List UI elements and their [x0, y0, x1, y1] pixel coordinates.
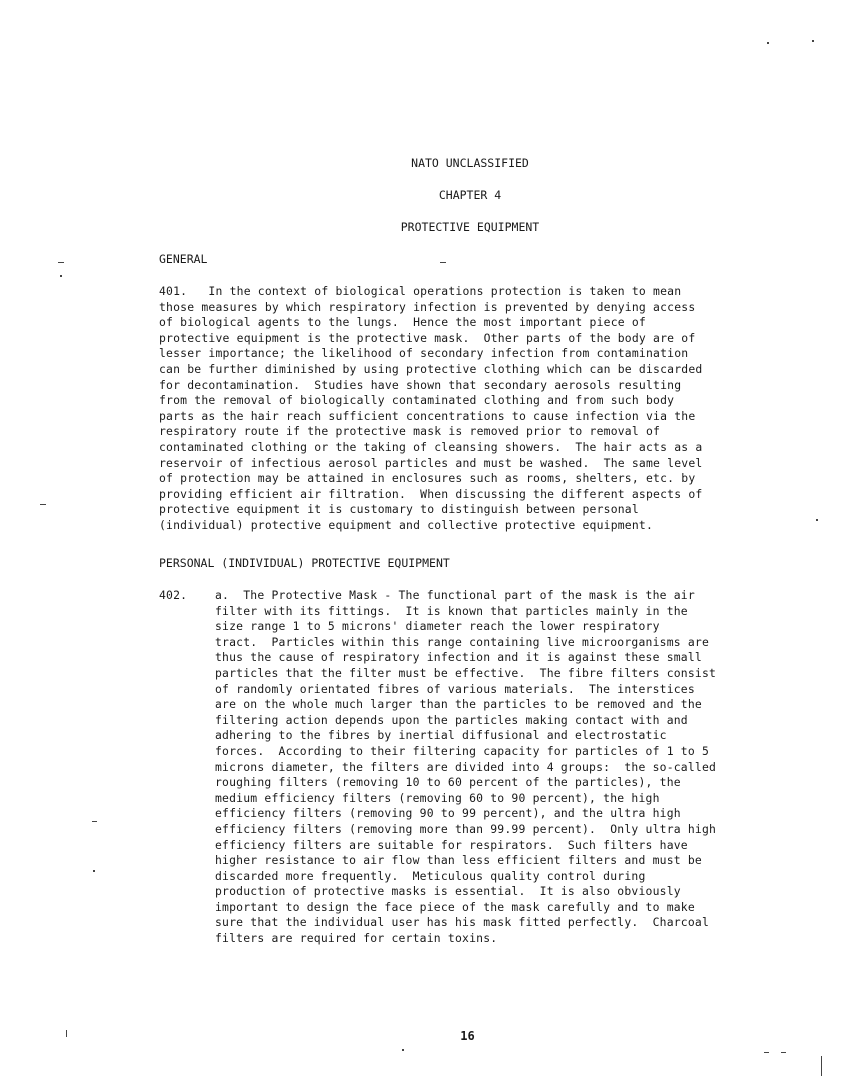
text-line: can be further diminished by using protective clothing which can be discarded: [159, 361, 703, 376]
scan-dash: [58, 262, 64, 263]
scan-edge-line: [821, 1056, 822, 1076]
text-line: protective equipment is the protective mask. Other parts of the body are of: [159, 330, 696, 345]
text-line: of biological agents to the lungs. Hence the most important piece of: [159, 315, 646, 330]
chapter-title: PROTECTIVE EQUIPMENT: [400, 220, 540, 234]
scan-dash: [764, 1052, 769, 1053]
text-line: sure that the individual user has his mask fitted perfectly. Charcoal: [215, 915, 710, 930]
text-line: particles that the filter must be effective. The fibre filters consist: [215, 665, 717, 680]
scan-dash: [40, 504, 46, 505]
text-line: efficiency filters (removing 90 to 99 percent), and the ultra high: [215, 806, 681, 821]
text-line: important to design the face piece of the mask carefully and to make: [215, 899, 695, 914]
text-line: contaminated clothing or the taking of cleansing showers. The hair acts as a: [159, 439, 703, 454]
scan-speck: [60, 275, 62, 277]
text-line: protective equipment it is customary to distinguish between personal: [159, 502, 639, 517]
text-line: medium efficiency filters (removing 60 to 90 percent), the high: [215, 790, 660, 805]
scan-speck: [767, 42, 769, 44]
text-line: adhering to the fibres by inertial diffusional and electrostatic: [215, 728, 667, 743]
text-line: thus the cause of respiratory infection and it is against these small: [215, 650, 702, 665]
paragraph-402: [215, 588, 795, 947]
scan-speck: [402, 1049, 404, 1051]
section-heading-general: GENERAL: [159, 252, 208, 266]
text-line: microns diameter, the filters are divided into 4 groups: the so-called: [215, 759, 717, 774]
text-line: filter with its fittings. It is known that particles mainly in the: [215, 603, 688, 618]
scan-speck: [812, 40, 814, 42]
text-line: of randomly orientated fibres of various materials. The interstices: [215, 681, 695, 696]
chapter-number: CHAPTER 4: [438, 188, 502, 202]
text-line: are on the whole much larger than the particles to be removed and the: [215, 697, 702, 712]
scan-tick: [66, 1030, 67, 1037]
text-line: reservoir of infectious aerosol particles and must be washed. The same level: [159, 455, 703, 470]
page-number: 16: [460, 1029, 475, 1043]
paragraph-number-402: 402.: [159, 588, 188, 602]
text-line: production of protective masks is essential. It is also obviously: [215, 884, 681, 899]
text-line: forces. According to their filtering capacity for particles of 1 to 5: [215, 743, 710, 758]
text-line: from the removal of biologically contaminated clothing and from such body: [159, 393, 675, 408]
paragraph-401: [159, 284, 799, 534]
text-line: a. The Protective Mask - The functional part of the mask is the air: [215, 588, 695, 602]
text-line: efficiency filters are suitable for respirators. Such filters have: [215, 837, 688, 852]
scan-speck: [93, 870, 95, 872]
text-line: providing efficient air filtration. When discussing the different aspects of: [159, 486, 703, 501]
text-line: of protection may be attained in enclosures such as rooms, shelters, etc. by: [159, 471, 696, 486]
text-line: (individual) protective equipment and collective protective equipment.: [159, 517, 654, 532]
text-line: higher resistance to air flow than less efficient filters and must be: [215, 853, 702, 868]
text-line: 401. In the context of biological operations protection is taken to mean: [159, 284, 682, 298]
text-line: lesser importance; the likelihood of secondary infection from contamination: [159, 346, 689, 361]
text-line: efficiency filters (removing more than 99.99 percent). Only ultra high: [215, 821, 717, 836]
scan-speck: [816, 519, 818, 521]
text-line: for decontamination. Studies have shown that secondary aerosols resulting: [159, 377, 682, 392]
text-line: discarded more frequently. Meticulous quality control during: [215, 868, 646, 883]
scan-dash: [781, 1052, 786, 1053]
text-line: those measures by which respiratory infection is prevented by denying access: [159, 299, 696, 314]
text-line: size range 1 to 5 microns' diameter reach the lower respiratory: [215, 619, 660, 634]
text-line: roughing filters (removing 10 to 60 percent of the particles), the: [215, 775, 681, 790]
text-line: respiratory route if the protective mask is removed prior to removal of: [159, 424, 661, 439]
scan-dash: [92, 821, 97, 822]
scan-dash: [440, 262, 446, 263]
text-line: filtering action depends upon the particles making contact with and: [215, 712, 688, 727]
text-line: tract. Particles within this range containing live microorganisms are: [215, 634, 710, 649]
classification-marking: NATO UNCLASSIFIED: [411, 156, 529, 170]
section-heading-personal: PERSONAL (INDIVIDUAL) PROTECTIVE EQUIPMENT: [159, 556, 450, 570]
text-line: filters are required for certain toxins.: [215, 931, 498, 946]
text-line: parts as the hair reach sufficient concentrations to cause infection via the: [159, 408, 696, 423]
